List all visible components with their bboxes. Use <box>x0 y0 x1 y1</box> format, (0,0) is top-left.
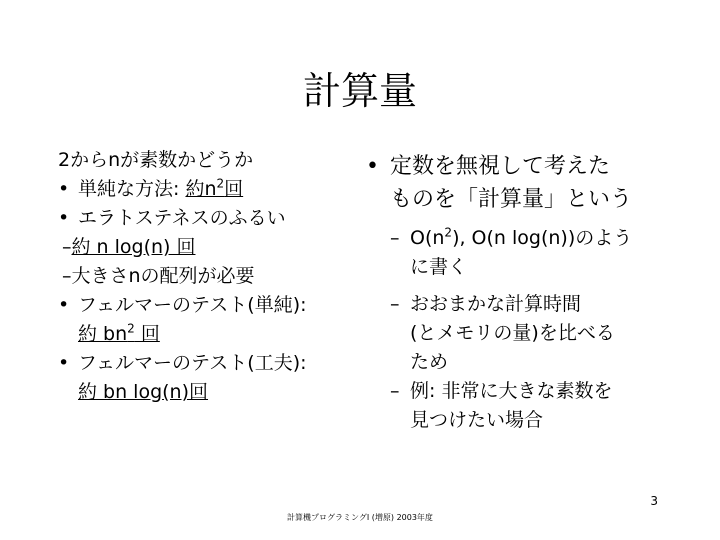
bullet-dot: • <box>366 154 379 179</box>
eratosthenes-count: 約 n log(n) 回 <box>71 236 196 258</box>
simple-method-label: 単純な方法: <box>78 178 186 200</box>
dash-mark: – <box>390 293 400 315</box>
sub-item-array <box>58 262 358 291</box>
notation-line-2: に書く <box>410 256 468 278</box>
sub-item-comparison: – おおまかな計算時間 <box>366 290 666 319</box>
bullet-fermat-improved <box>58 349 358 378</box>
intro-line: 2からnが素数かどうか <box>58 149 254 171</box>
left-column <box>58 146 358 407</box>
dash-mark: – <box>390 380 400 402</box>
fermat-simple-count: 約 $bn^2$ 回 <box>78 321 160 345</box>
sub-item-complexity <box>58 233 358 262</box>
bullet-simple-method <box>58 175 358 204</box>
sub-item-notation: – $O(n^2)$, O(n log(n))のよう <box>366 224 666 253</box>
bullet-dot: • <box>58 352 70 374</box>
page-number: 3 <box>650 494 658 508</box>
array-requirement: 大きさnの配列が必要 <box>71 265 255 287</box>
bullet-eratosthenes <box>58 204 358 233</box>
comparison-line-2: (とメモリの量)を比べる <box>410 322 615 344</box>
bullet-dot: • <box>58 294 70 316</box>
sub-item-example: – 例: 非常に大きな素数を <box>366 377 666 406</box>
slide-footer: 計算機プログラミングI (増原) 2003年度 <box>287 513 433 522</box>
eratosthenes-label: エラトステネスのふるい <box>78 207 286 229</box>
bullet-fermat-simple <box>58 291 358 320</box>
fermat-simple-label: フェルマーのテスト(単純): <box>78 294 307 316</box>
fermat-improved-label: フェルマーのテスト(工夫): <box>78 352 307 374</box>
bullet-definition <box>366 150 666 183</box>
bullet-dot: • <box>58 207 70 229</box>
simple-method-count: 約$n^2$回 <box>185 176 244 200</box>
dash-mark: – <box>62 236 72 258</box>
slide-title: 計算量 <box>302 69 417 113</box>
dash-mark: – <box>390 227 400 249</box>
dash-mark: – <box>62 265 72 287</box>
example-line-2: 見つけたい場合 <box>410 409 544 431</box>
right-column <box>366 150 666 435</box>
bullet-dot: • <box>58 178 70 200</box>
comparison-line-3: ため <box>410 351 449 373</box>
definition-line-2: ものを「計算量」という <box>390 187 633 212</box>
definition-line-1: 定数を無視して考えた <box>390 154 611 179</box>
fermat-improved-count: 約 bn log(n)回 <box>78 381 209 403</box>
